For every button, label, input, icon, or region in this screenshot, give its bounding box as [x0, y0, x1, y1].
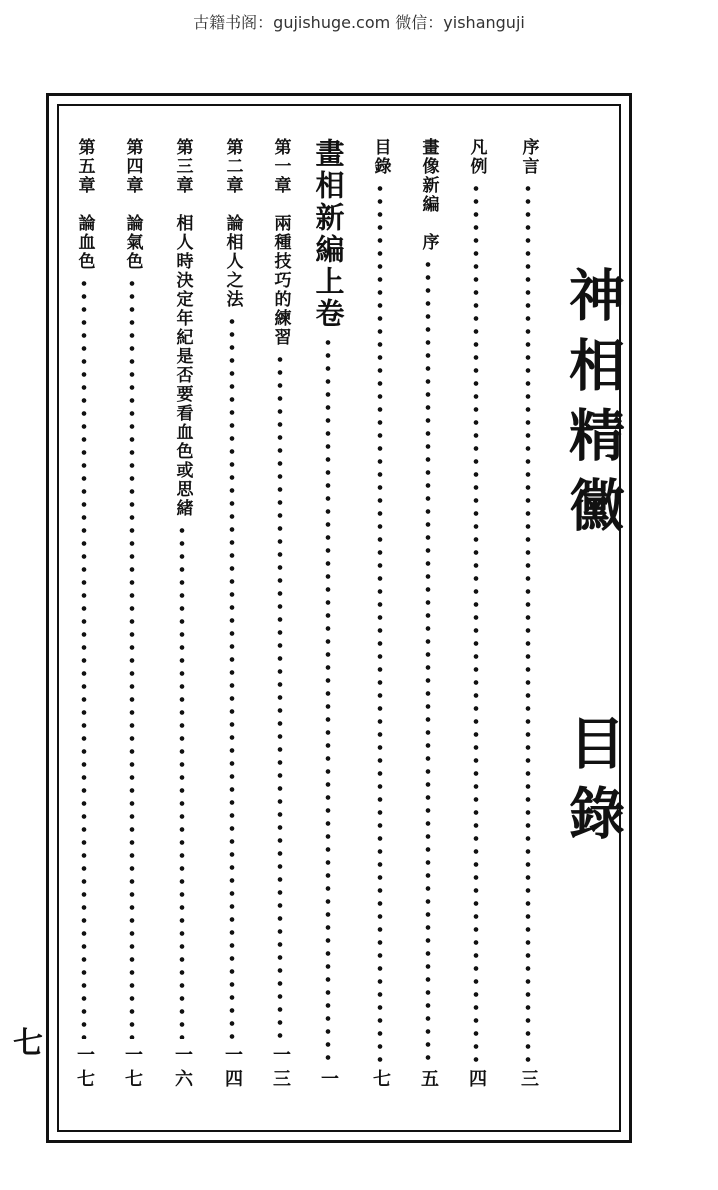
entry-label: 第三章 相人時決定年紀是否要看血色或思緒: [172, 138, 193, 518]
toc-entry: [411, 138, 445, 1093]
leader-dots: [81, 277, 87, 1039]
leader-dots: [377, 182, 383, 1063]
page-marker: 七: [13, 1026, 43, 1061]
toc-title-suffix: 目錄: [560, 714, 626, 854]
leader-dots: [229, 315, 235, 1039]
toc-entry: [67, 138, 101, 1093]
entry-label: 序言: [518, 138, 539, 176]
section-heading-label: 畫相新編上卷: [311, 138, 346, 330]
toc-entry: [459, 138, 493, 1093]
entry-label: 畫像新編 序: [418, 138, 439, 252]
watermark-text: 古籍书阁：gujishuge.com 微信：yishanguji: [193, 13, 525, 32]
entry-page: 一六: [172, 1045, 193, 1093]
leader-dots: [179, 524, 185, 1039]
leader-dots: [325, 336, 331, 1063]
entry-page: 一: [318, 1069, 339, 1093]
toc-entry: [165, 138, 199, 1093]
toc-title: 神相精黴: [560, 266, 626, 546]
entry-page: 一三: [270, 1045, 291, 1093]
entry-page: 四: [466, 1069, 487, 1093]
entry-label: 第二章 論相人之法: [222, 138, 243, 309]
toc-frame: [46, 93, 632, 1143]
leader-dots: [129, 277, 135, 1039]
entry-page: 一七: [122, 1045, 143, 1093]
leader-dots: [525, 182, 531, 1063]
toc-section-heading: [311, 138, 345, 1093]
entry-label: 凡例: [466, 138, 487, 176]
toc-entry: [363, 138, 397, 1093]
entry-page: 五: [418, 1069, 439, 1093]
entry-page: 七: [370, 1069, 391, 1093]
entry-page: 一七: [74, 1045, 95, 1093]
entry-label: 第五章 論血色: [74, 138, 95, 271]
entry-page: 三: [518, 1069, 539, 1093]
entry-page: 一四: [222, 1045, 243, 1093]
entry-label: 第一章 兩種技巧的練習: [270, 138, 291, 347]
toc-entry: [263, 138, 297, 1093]
entry-label: 第四章 論氣色: [122, 138, 143, 271]
toc-entry: [511, 138, 545, 1093]
leader-dots: [473, 182, 479, 1063]
toc-entry: [115, 138, 149, 1093]
entry-label: 目錄: [370, 138, 391, 176]
leader-dots: [425, 258, 431, 1063]
toc-entry: [215, 138, 249, 1093]
leader-dots: [277, 353, 283, 1039]
